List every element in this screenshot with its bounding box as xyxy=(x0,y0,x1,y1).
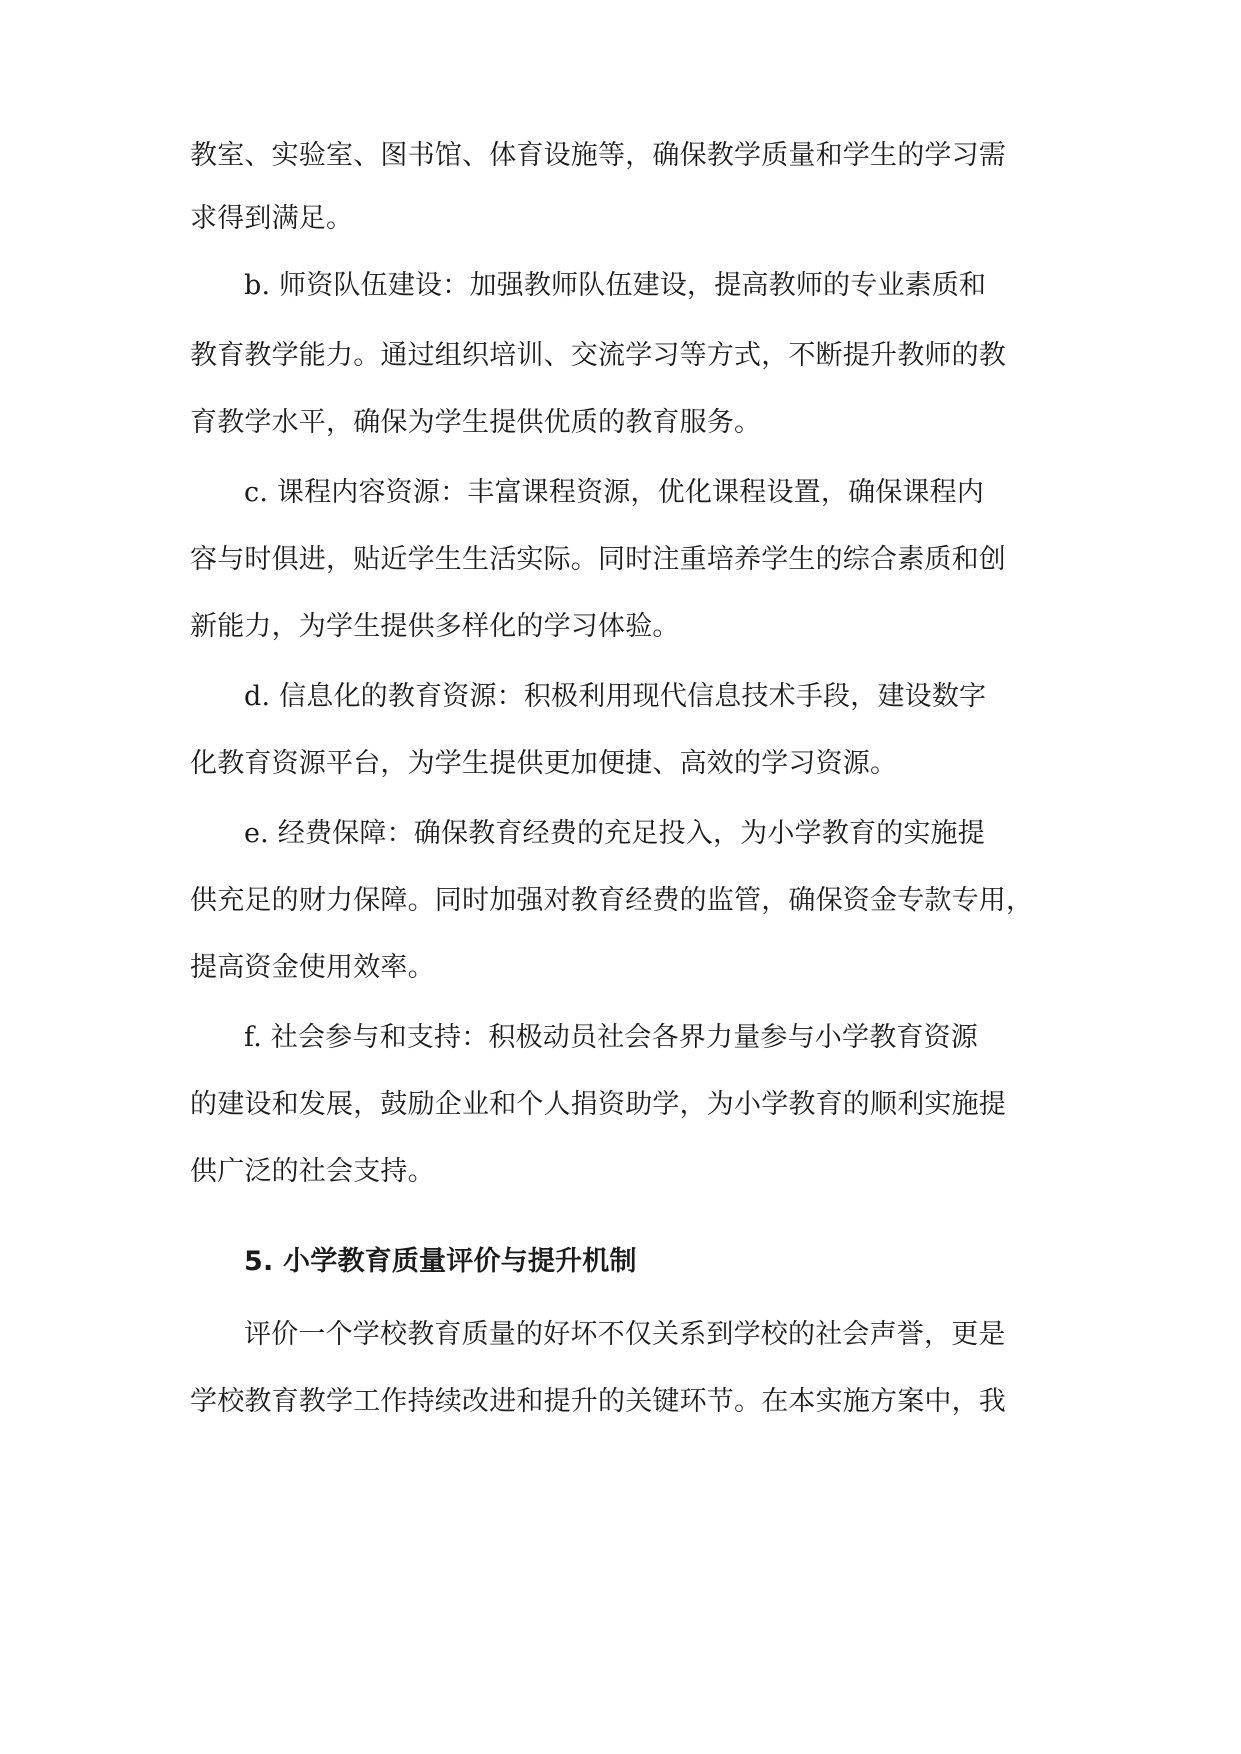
paragraph-line: 学校教育教学工作持续改进和提升的关键环节。在本实施方案中，我 xyxy=(190,1386,1006,1417)
list-item-c-line: c. 课程内容资源：丰富课程资源，优化课程设置，确保课程内 xyxy=(244,477,985,508)
list-item-b-line: b. 师资队伍建设：加强教师队伍建设，提高教师的专业素质和 xyxy=(244,270,987,301)
list-item-e-line: e. 经费保障：确保教育经费的充足投入，为小学教育的实施提 xyxy=(244,818,985,849)
section-heading: 5. 小学教育质量评价与提升机制 xyxy=(244,1246,637,1277)
paragraph-line: 供充足的财力保障。同时加强对教育经费的监管，确保资金专款专用， xyxy=(190,885,1034,916)
paragraph-line: 的建设和发展，鼓励企业和个人捐资助学，为小学教育的顺利实施提 xyxy=(190,1089,1006,1120)
paragraph-line: 提高资金使用效率。 xyxy=(190,952,435,983)
paragraph-line: 教室、实验室、图书馆、体育设施等，确保教学质量和学生的学习需 xyxy=(190,140,1006,171)
list-item-f-line: f. 社会参与和支持：积极动员社会各界力量参与小学教育资源 xyxy=(244,1022,978,1053)
paragraph-line: 求得到满足。 xyxy=(190,203,354,234)
paragraph-line: 育教学水平，确保为学生提供优质的教育服务。 xyxy=(190,407,762,438)
paragraph-line: 教育教学能力。通过组织培训、交流学习等方式，不断提升教师的教 xyxy=(190,340,1006,371)
paragraph-line: 供广泛的社会支持。 xyxy=(190,1156,435,1187)
list-item-d-line: d. 信息化的教育资源：积极利用现代信息技术手段，建设数字 xyxy=(244,681,987,712)
paragraph-line: 容与时俱进，贴近学生生活实际。同时注重培养学生的综合素质和创 xyxy=(190,544,1006,575)
paragraph-line: 化教育资源平台，为学生提供更加便捷、高效的学习资源。 xyxy=(190,748,898,779)
paragraph-line: 评价一个学校教育质量的好坏不仅关系到学校的社会声誉，更是 xyxy=(244,1319,1006,1350)
paragraph-line: 新能力，为学生提供多样化的学习体验。 xyxy=(190,611,680,642)
